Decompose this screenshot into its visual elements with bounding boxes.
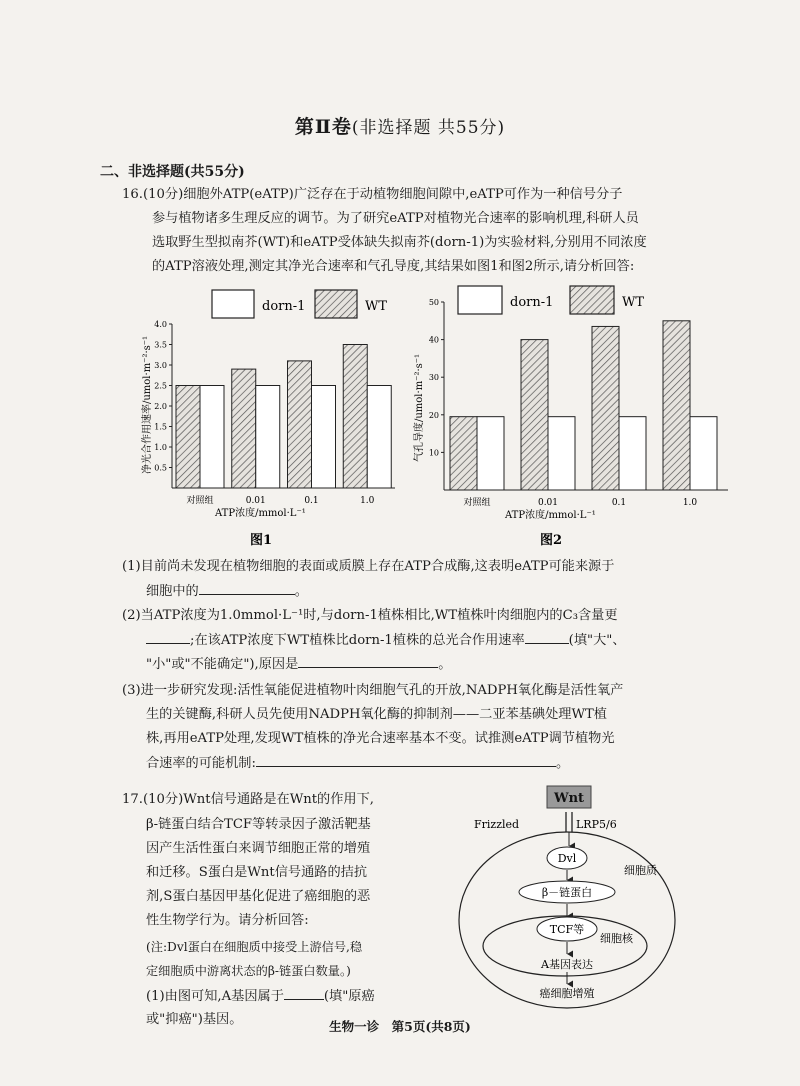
q16-sub3-line3: 株,再用eATP处理,发现WT植株的净光合速率基本不变。试推测eATP调节植物光 — [146, 731, 615, 746]
q16-sub1-line2: 细胞中的 。 — [146, 580, 308, 603]
q16-sub1-line1: (1)目前尚未发现在植物细胞的表面或质膜上存在ATP合成酶,这表明eATP可能来源于 — [122, 559, 615, 574]
tcf-label: TCF等 — [549, 923, 585, 936]
q17-line2: β-链蛋白结合TCF等转录因子激活靶基 — [146, 817, 371, 832]
chart2-ytick-label: 30 — [428, 373, 439, 383]
chart1-xtick-label: 0.1 — [304, 496, 319, 506]
q17-line5: 剂,S蛋白基因甲基化促进了癌细胞的恶 — [146, 889, 371, 904]
chart1-xtick-label: 0.01 — [245, 496, 266, 506]
q17-line3: 因产生活性蛋白来调节细胞正常的增殖 — [146, 841, 371, 856]
lrp-label: LRP5/6 — [576, 818, 617, 831]
chart1-title: 图1 — [250, 533, 273, 548]
chart-2 — [412, 286, 728, 548]
q16-intro-line2: 参与植物诸多生理反应的调节。为了研究eATP对植物光合速率的影响机理,科研人员 — [152, 211, 639, 226]
chart2-bar-wt — [663, 321, 690, 490]
gene-a-label: A基因表达 — [541, 958, 593, 971]
title-main: 第Ⅱ卷 — [294, 116, 352, 138]
chart2-bar-wt — [450, 417, 477, 490]
section-heading: 二、非选择题(共55分) — [100, 164, 245, 180]
chart2-bar-dorn1 — [690, 417, 717, 490]
chart2-bar-dorn1 — [548, 417, 575, 490]
q17-line6: 性生物学行为。请分析回答: — [146, 913, 309, 928]
chart2-ytick-label: 40 — [428, 335, 439, 345]
chart1-bar-dorn1 — [367, 386, 391, 489]
chart1-bar-wt — [343, 345, 367, 489]
proliferation-label: 癌细胞增殖 — [539, 987, 595, 1000]
chart2-bar-wt — [592, 326, 619, 490]
chart2-ytick-label: 50 — [428, 298, 439, 307]
chart1-ytick-label: 3.5 — [154, 340, 167, 350]
chart1-ylabel: 净光合作用速率/umol·m⁻²·s⁻¹ — [142, 335, 153, 474]
chart1-ytick-label: 3.0 — [154, 361, 167, 370]
q16-sub2-text: ;在该ATP浓度下WT植株比dorn-1植株的总光合作用速率 — [190, 633, 525, 648]
q17-note2: 定细胞质中游离状态的β-链蛋白数量。) — [146, 964, 351, 978]
q16-sub1-text: 细胞中的 — [146, 584, 199, 599]
legend-swatch-dorn1 — [212, 290, 254, 318]
q16-intro-line3: 选取野生型拟南芥(WT)和eATP受体缺失拟南芥(dorn-1)为实验材料,分别用不同浓度 — [152, 235, 647, 250]
page-title — [0, 112, 800, 139]
chart1-bar-wt — [288, 361, 312, 488]
q17-sub1-line1 — [146, 985, 375, 1008]
chart-1 — [140, 290, 395, 548]
wnt-pathway-diagram — [450, 782, 780, 1012]
chart1-bar-dorn1 — [256, 386, 280, 489]
answer-blank-2[interactable] — [146, 629, 190, 644]
chart2-xlabel: ATP浓度/mmol·L⁻¹ — [505, 510, 596, 521]
cytoplasm-label: 细胞质 — [624, 864, 657, 877]
chart2-bar-dorn1 — [619, 417, 646, 490]
chart1-bar-wt — [232, 369, 256, 488]
answer-blank-5[interactable] — [256, 752, 556, 767]
chart1-bar-wt — [176, 386, 200, 489]
chart1-ytick-label: 2.0 — [154, 402, 167, 411]
page-footer: 生物一诊 第5页(共8页) — [329, 1019, 471, 1034]
q16-sub3-text: 合速率的可能机制: — [146, 756, 256, 771]
chart2-ylabel: 气孔导度/umol·m⁻²·s⁻¹ — [414, 353, 425, 462]
legend-swatch-wt — [315, 290, 357, 318]
chart1-xtick-label: 对照组 — [186, 496, 214, 506]
q17-sub1-line2: 或"抑癌")基因。 — [146, 1012, 243, 1027]
q17-note1: (注:Dvl蛋白在细胞质中接受上游信号,稳 — [146, 940, 363, 954]
nucleus-label: 细胞核 — [600, 932, 633, 945]
q16-sub3-line1: (3)进一步研究发现:活性氧能促进植物叶肉细胞气孔的开放,NADPH氧化酶是活性氧产 — [122, 683, 624, 698]
q16-intro-line1: 16.(10分)细胞外ATP(eATP)广泛存在于动植物细胞间隙中,eATP可作为一种信号分子 — [122, 187, 623, 202]
chart2-ytick-label: 20 — [428, 410, 439, 420]
wnt-label: Wnt — [553, 791, 585, 806]
chart1-ytick-label: 1.5 — [154, 422, 167, 432]
q17-sub1-text: (1)由图可知,A基因属于 — [146, 989, 284, 1004]
q16-sub3-line2: 生的关键酶,科研人员先使用NADPH氧化酶的抑制剂——二亚苯基碘处理WT植 — [146, 707, 607, 722]
chart2-xtick-label: 0.1 — [611, 498, 627, 508]
chart2-xtick-label: 对照组 — [463, 498, 491, 508]
q16-sub2-text-c: "小"或"不能确定"),原因是 — [146, 657, 299, 672]
chart1-ytick-label: 4.0 — [154, 320, 167, 329]
chart1-bar-dorn1 — [312, 386, 336, 489]
q16-sub2-line2 — [146, 629, 626, 652]
q16-sub3-line4: 合速率的可能机制: 。 — [146, 752, 569, 775]
beta-catenin-label: β－链蛋白 — [541, 886, 593, 899]
q17-line1: 17.(10分)Wnt信号通路是在Wnt的作用下, — [122, 792, 374, 807]
chart1-ytick-label: 2.5 — [154, 381, 167, 391]
answer-blank-3[interactable] — [525, 629, 569, 644]
q17-line4: 和迁移。S蛋白是Wnt信号通路的拮抗 — [146, 865, 368, 880]
legend-label-dorn1: dorn-1 — [262, 299, 306, 314]
charts-figure — [120, 282, 740, 550]
q17-sub1-text-b: (填"原癌 — [323, 989, 375, 1004]
chart2-xtick-label: 0.01 — [537, 498, 559, 508]
dvl-label: Dvl — [557, 852, 577, 865]
answer-blank-1[interactable] — [199, 580, 295, 595]
chart1-ytick-label: 0.5 — [154, 463, 167, 473]
title-sub: (非选择题 共55分) — [351, 118, 506, 138]
chart2-bar-wt — [521, 340, 548, 490]
q16-sub2-line3: "小"或"不能确定"),原因是 。 — [146, 653, 451, 676]
answer-blank-4[interactable] — [298, 653, 438, 668]
chart1-xtick-label: 1.0 — [360, 496, 375, 506]
answer-blank-6[interactable] — [284, 985, 324, 1000]
q16-sub2-line1: (2)当ATP浓度为1.0mmol·L⁻¹时,与dorn-1植株相比,WT植株叶肉细胞内的C₃含量更 — [122, 608, 618, 623]
frizzled-label: Frizzled — [474, 818, 520, 831]
chart1-bar-dorn1 — [200, 386, 224, 489]
chart1-ytick-label: 1.0 — [154, 443, 167, 452]
legend2-swatch-wt — [570, 286, 614, 314]
legend2-label-wt: WT — [622, 295, 645, 310]
legend2-swatch-dorn1 — [458, 286, 502, 314]
chart1-xlabel: ATP浓度/mmol·L⁻¹ — [215, 508, 306, 519]
chart2-ytick-label: 10 — [428, 448, 439, 458]
chart2-bar-dorn1 — [477, 417, 504, 490]
legend2-label-dorn1: dorn-1 — [510, 295, 554, 310]
q16-sub2-text-b: (填"大"、 — [568, 633, 626, 648]
q16-intro-line4: 的ATP溶液处理,测定其净光合速率和气孔导度,其结果如图1和图2所示,请分析回答: — [152, 259, 635, 274]
chart2-xtick-label: 1.0 — [682, 498, 698, 508]
legend-label-wt: WT — [365, 299, 388, 314]
chart2-title: 图2 — [540, 533, 563, 548]
